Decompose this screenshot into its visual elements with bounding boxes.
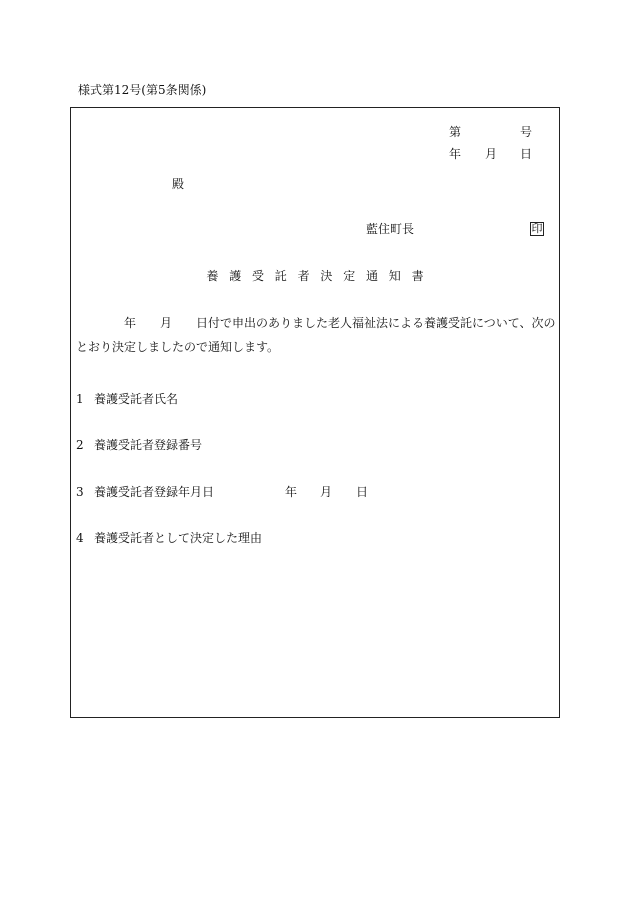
item-4-label: 養護受託者として決定した理由 bbox=[94, 531, 263, 545]
sender-title: 藍住町長 bbox=[366, 222, 415, 236]
seal-mark: 印 bbox=[531, 222, 543, 235]
form-number-label: 様式第12号(第5条関係) bbox=[78, 83, 207, 97]
item-2-number: 2 bbox=[76, 438, 84, 452]
document-title: 養護受託者決定通知書 bbox=[206, 269, 435, 283]
body-month-label: 月 bbox=[160, 316, 173, 330]
doc-number-prefix: 第 bbox=[449, 125, 462, 139]
date-month-label: 月 bbox=[485, 147, 498, 161]
item-1-number: 1 bbox=[76, 392, 84, 406]
item-3-number: 3 bbox=[76, 485, 84, 499]
item-3-label: 養護受託者登録年月日 bbox=[94, 485, 215, 499]
date-year-label: 年 bbox=[449, 147, 462, 161]
item-3-month-label: 月 bbox=[320, 485, 333, 499]
notice-form-frame bbox=[70, 107, 560, 718]
body-text-line-1: 日付で申出のありました老人福祉法による養護受託について、次の bbox=[196, 316, 556, 330]
doc-number-suffix: 号 bbox=[520, 125, 533, 139]
body-text-line-2: とおり決定しましたので通知します。 bbox=[76, 340, 280, 354]
item-4-number: 4 bbox=[76, 531, 84, 545]
item-3-day-label: 日 bbox=[356, 485, 369, 499]
date-day-label: 日 bbox=[520, 147, 533, 161]
item-1-label: 養護受託者氏名 bbox=[94, 392, 179, 406]
item-2-label: 養護受託者登録番号 bbox=[94, 438, 203, 452]
item-3-year-label: 年 bbox=[285, 485, 298, 499]
body-year-label: 年 bbox=[124, 316, 137, 330]
addressee-suffix: 殿 bbox=[172, 177, 185, 191]
